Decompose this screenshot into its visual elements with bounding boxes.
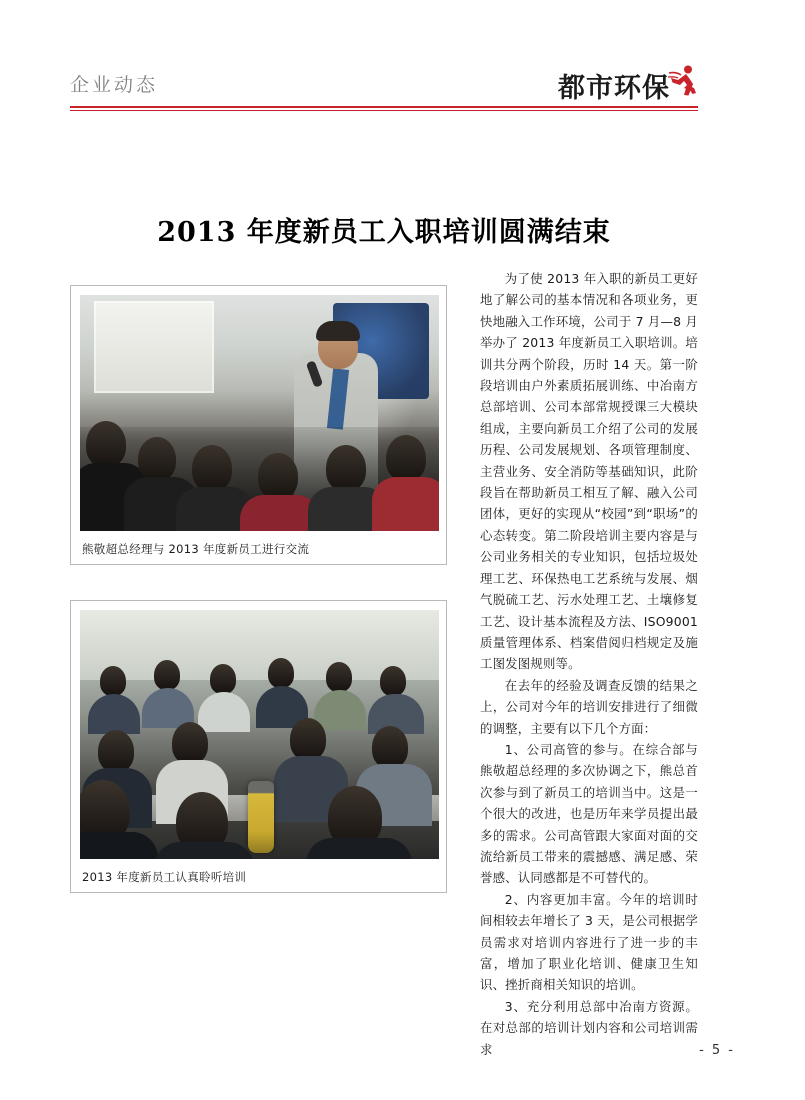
figure-audience — [70, 600, 447, 893]
brand-wordmark: 都市环保 — [558, 73, 670, 104]
header-rule-thick — [70, 106, 698, 108]
page-header — [70, 70, 698, 112]
body-paragraph: 1、公司高管的参与。在综合部与熊敬超总经理的多次协调之下，熊总首次参与到了新员工的培训当中。这是一个很大的改进，也是历年来学员提出最多的需求。公司高管跟大家面对面的交流给新员工带来的震撼感、满足感、荣誉感、认同感都是不可替代的。 — [480, 741, 698, 886]
photo-speaker-hair — [316, 321, 360, 341]
body-paragraph: 为了使 2013 年入职的新员工更好地了解公司的基本情况和各项业务，更快地融入工作环境，公司于 7 月—8 月举办了 2013 年度新员工入职培训。培训共分两个阶段，历时 14 天。第一阶段培训由户外素质拓展训练、中冶南方总部培训、公司本部常规授课三大模块组成，主要向新员工介绍了公司的发展历程、公司发展规划、各项管理制度、主营业务、安全消防等基础知识，此阶段旨在帮助新员工相互了解、融入公司团体，更好的实现从“校园”到“职场”的心态转变。第二阶段培训主要内容是与公司业务相关的专业知识，包括垃圾处理工艺、环保热电工艺系统与发展、烟气脱硫工艺、污水处理工艺、土壤修复工艺、设计基本流程及方法、ISO9001 质量管理体系、档案借阅归档规定及施工图发图规则等。 — [480, 271, 698, 672]
photo-water-bottle — [248, 781, 274, 853]
body-paragraph: 2、内容更加丰富。今年的培训时间相较去年增长了 3 天，是公司根据学员需求对培训内容进行了进一步的丰富，增加了职业化培训、健康卫生知识、挫折商相关知识的培训。 — [480, 891, 698, 993]
page-number: - 5 - — [699, 1043, 735, 1058]
figure-caption: 熊敬超总经理与 2013 年度新员工进行交流 — [82, 542, 310, 556]
photo-speaker — [80, 295, 439, 531]
body-paragraph: 3、充分利用总部中冶南方资源。在对总部的培训计划内容和公司培训需求 — [480, 998, 698, 1057]
photo-window — [94, 301, 214, 393]
figure-speaker — [70, 285, 447, 565]
runner-logo-icon — [668, 64, 698, 98]
article-body — [480, 268, 698, 1060]
figure-caption: 2013 年度新员工认真聆听培训 — [82, 870, 247, 884]
photo-audience — [80, 610, 439, 859]
section-label: 企业动态 — [70, 74, 159, 96]
header-rule-thin — [70, 110, 698, 111]
article-title: 2013 年度新员工入职培训圆满结束 — [157, 217, 611, 249]
body-paragraph: 在去年的经验及调查反馈的结果之上，公司对今年的培训安排进行了细微的调整，主要有以下几个方面： — [480, 677, 698, 736]
